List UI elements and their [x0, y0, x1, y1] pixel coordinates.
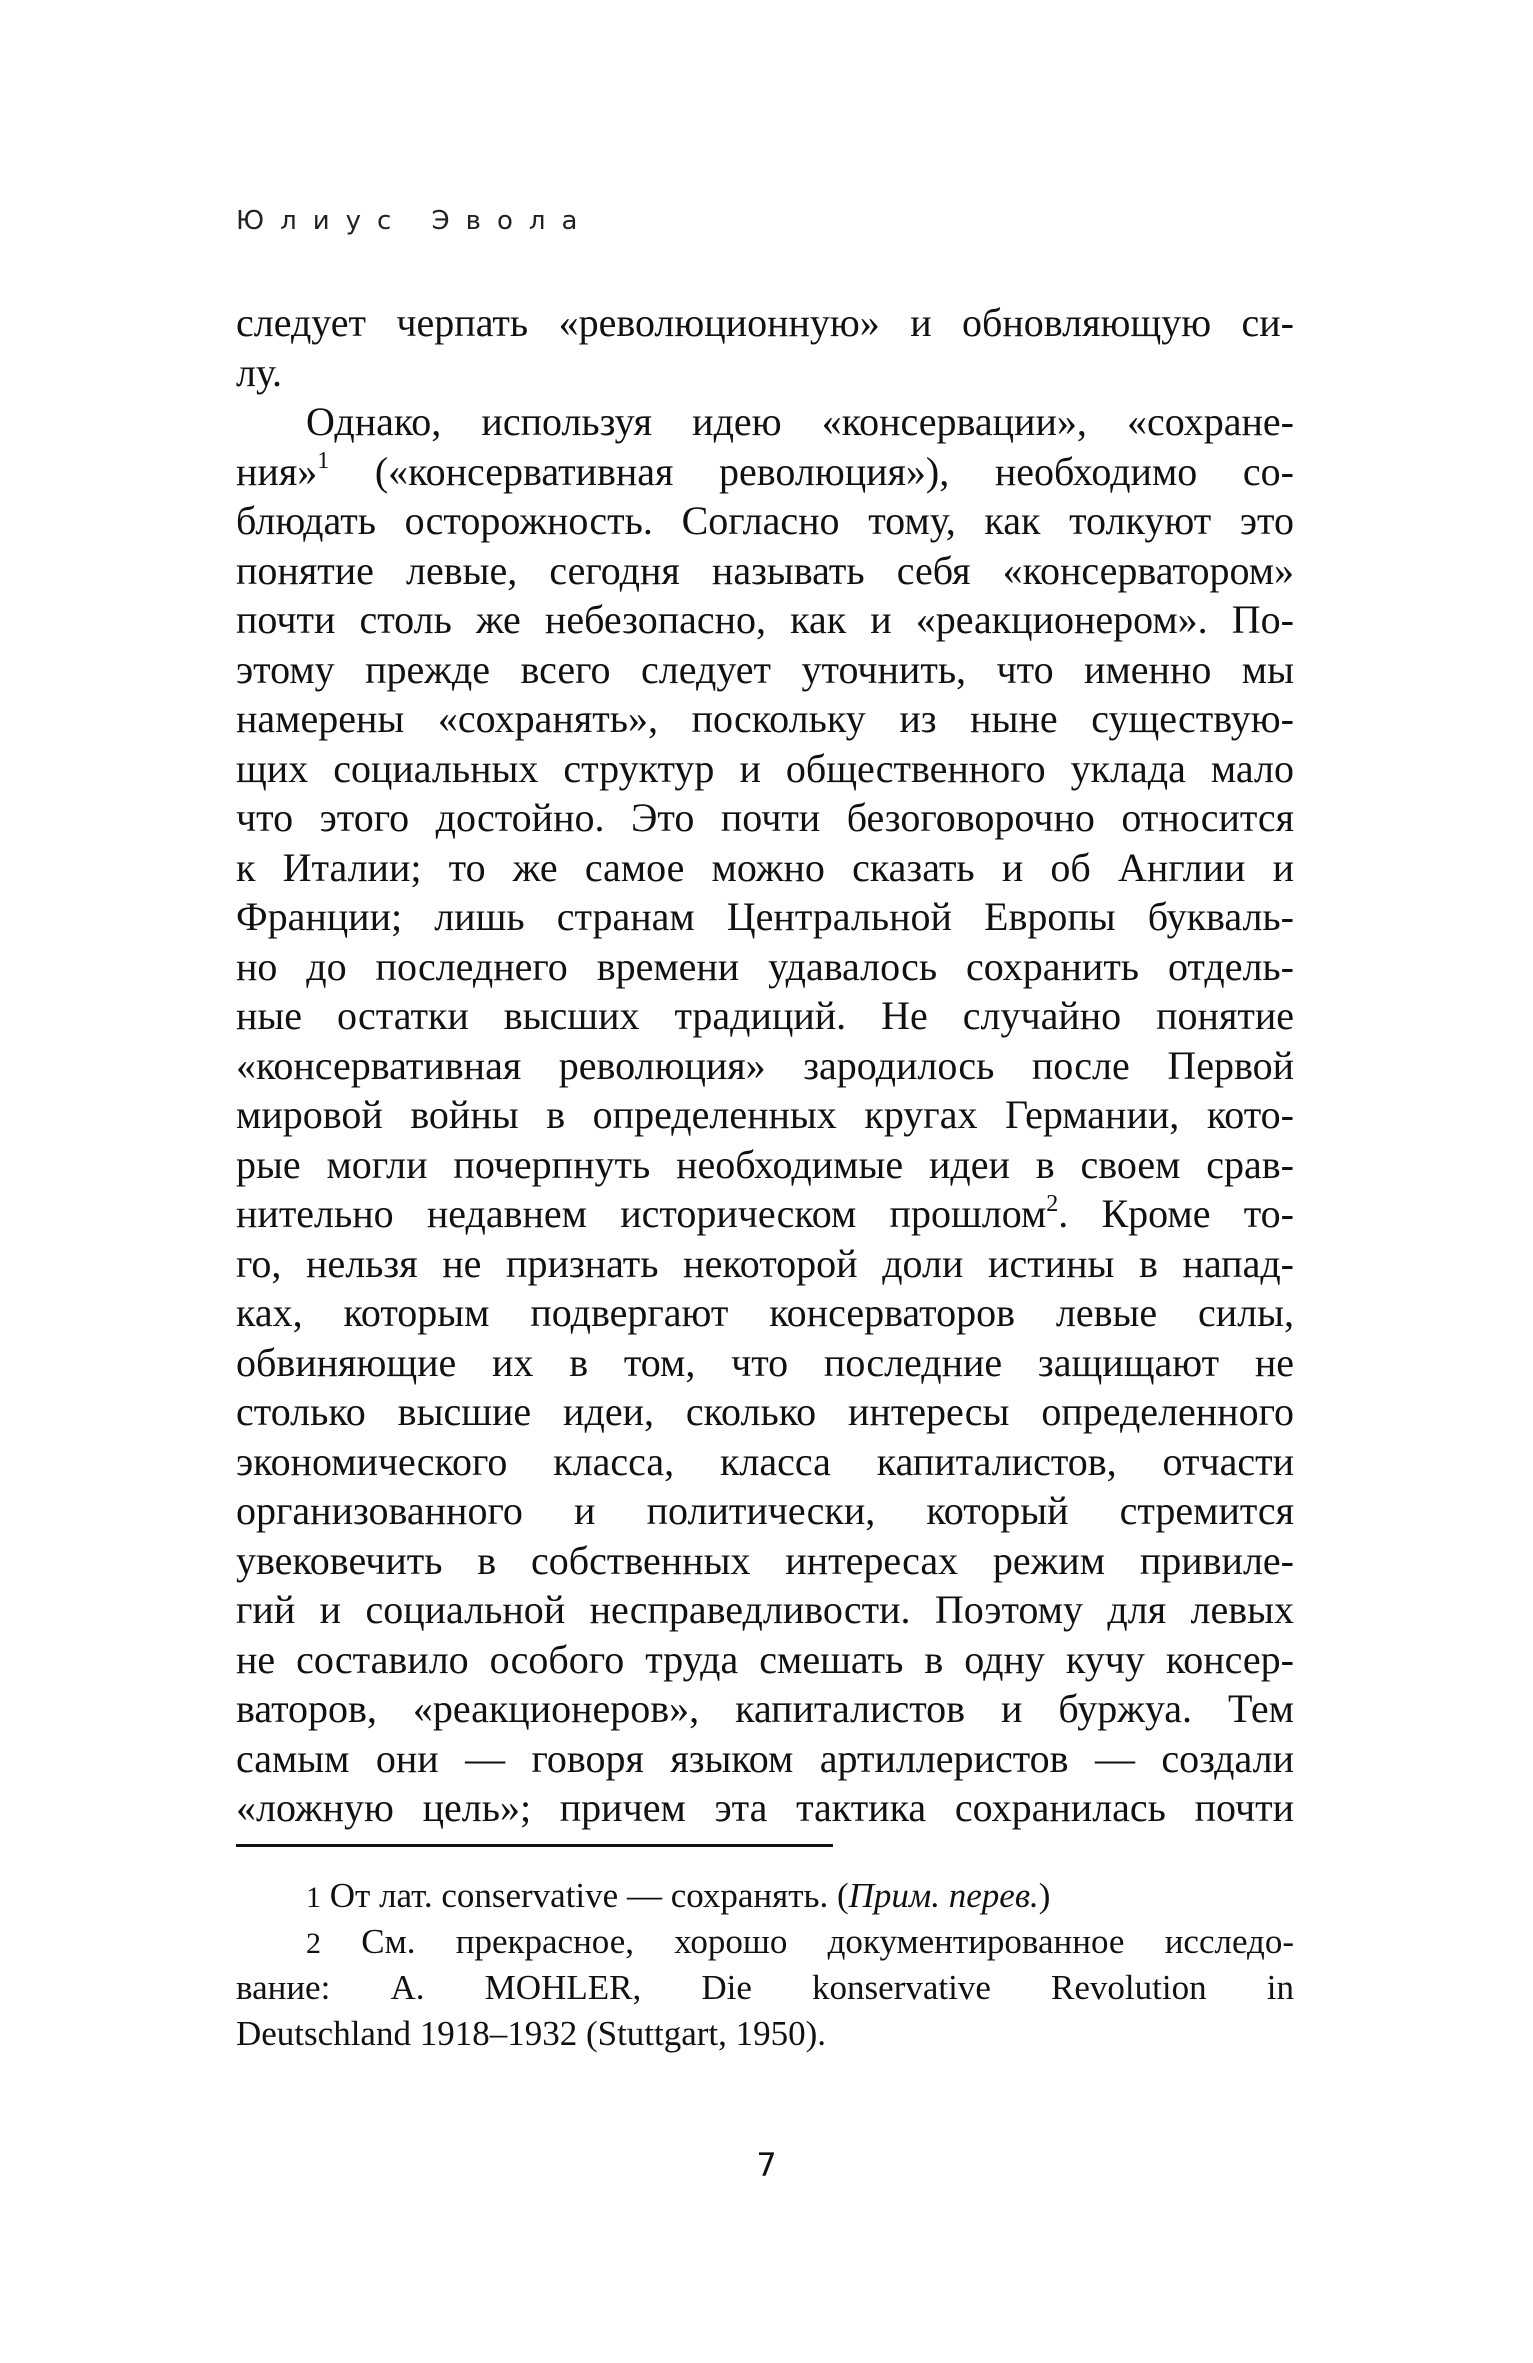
text-line: почти столь же небезопасно, как и «реакционером». По-: [236, 597, 1294, 642]
text-line: обвиняющие их в том, что последние защищают не: [236, 1339, 1294, 1385]
footnote-ref-2[interactable]: 2: [1046, 1190, 1059, 1217]
text-fragment: («консервативная революция»), необходимо со-: [329, 448, 1294, 494]
footnote-1: [236, 1873, 1294, 1919]
text-line: но до последнего времени удавалось сохранить отдель-: [236, 943, 1294, 989]
text-fragment: . Кроме то-: [1058, 1191, 1294, 1236]
text-fragment: ния»: [236, 448, 318, 494]
text-line: экономического класса, класса капиталистов, отчасти: [236, 1438, 1294, 1484]
text-line: столько высшие идеи, сколько интересы определенного: [236, 1389, 1294, 1434]
text-line: «консервативная революция» зародилось после Первой: [236, 1042, 1294, 1088]
footnote-2: [236, 1919, 1294, 1965]
text-line: рые могли почерпнуть необходимые идеи в своем срав-: [236, 1141, 1294, 1187]
text-line: щих социальных структур и общественного уклада мало: [236, 745, 1294, 791]
text-line: лу.: [236, 349, 282, 395]
footnote-ref-1[interactable]: 1: [317, 448, 330, 475]
running-head: Юлиус Эвола: [236, 206, 594, 236]
footnote-2-line: вание: A. MOHLER, Die konservative Revolution in: [236, 1968, 1294, 2007]
text-line: не составило особого труда смешать в одну кучу консер-: [236, 1636, 1294, 1682]
footnote-text: См. прекрасное, хорошо документированное исследо-: [321, 1922, 1294, 1961]
text-line: [236, 1189, 1294, 1239]
text-line: следует черпать «революционную» и обновляющую си-: [236, 300, 1294, 345]
text-line: ные остатки высших традиций. Не случайно понятие: [236, 993, 1294, 1038]
page-number: 7: [756, 2146, 777, 2184]
text-line: к Италии; то же самое можно сказать и об Англии и: [236, 844, 1294, 890]
text-line: ках, которым подвергают консерваторов левые силы,: [236, 1290, 1294, 1335]
footnote-close: ): [1038, 1876, 1051, 1915]
text-line: увековечить в собственных интересах режим привиле-: [236, 1537, 1294, 1583]
text-fragment: нительно недавнем историческом прошлом: [236, 1191, 1047, 1236]
footnote-text: От лат. conservative — сохранять. (: [321, 1876, 849, 1915]
text-line: организованного и политически, который стремится: [236, 1488, 1294, 1533]
text-line: мировой войны в определенных кругах Германии, кото-: [236, 1092, 1294, 1137]
footnote-divider: [236, 1844, 833, 1847]
text-line: Однако, используя идею «консервации», «сохране-: [306, 399, 1294, 444]
text-line: го, нельзя не признать некоторой доли истины в напад-: [236, 1240, 1294, 1286]
text-line: этому прежде всего следует уточнить, что именно мы: [236, 646, 1294, 692]
text-line: «ложную цель»; причем эта тактика сохранилась почти: [236, 1785, 1294, 1830]
text-line: гий и социальной несправедливости. Поэтому для левых: [236, 1587, 1294, 1632]
text-line: что этого достойно. Это почти безоговорочно относится: [236, 795, 1294, 840]
footnotes: [236, 1873, 1294, 2057]
text-line: понятие левые, сегодня называть себя «консерватором»: [236, 547, 1294, 593]
text-line: Франции; лишь странам Центральной Европы букваль-: [236, 894, 1294, 939]
footnote-italic: Прим. перев.: [848, 1876, 1039, 1915]
footnote-2-line: Deutschland 1918–1932 (Stuttgart, 1950).: [236, 2014, 827, 2053]
text-line: [236, 447, 1294, 497]
text-line: блюдать осторожность. Согласно тому, как толкуют это: [236, 498, 1294, 543]
text-line: намерены «сохранять», поскольку из ныне существую-: [236, 696, 1294, 741]
text-line: ваторов, «реакционеров», капиталистов и буржуа. Тем: [236, 1686, 1294, 1731]
footnote-marker: 1: [306, 1881, 321, 1914]
footnote-marker: 2: [306, 1927, 321, 1960]
text-line: самым они — говоря языком артиллеристов — создали: [236, 1735, 1294, 1781]
main-text: [236, 298, 1294, 1833]
